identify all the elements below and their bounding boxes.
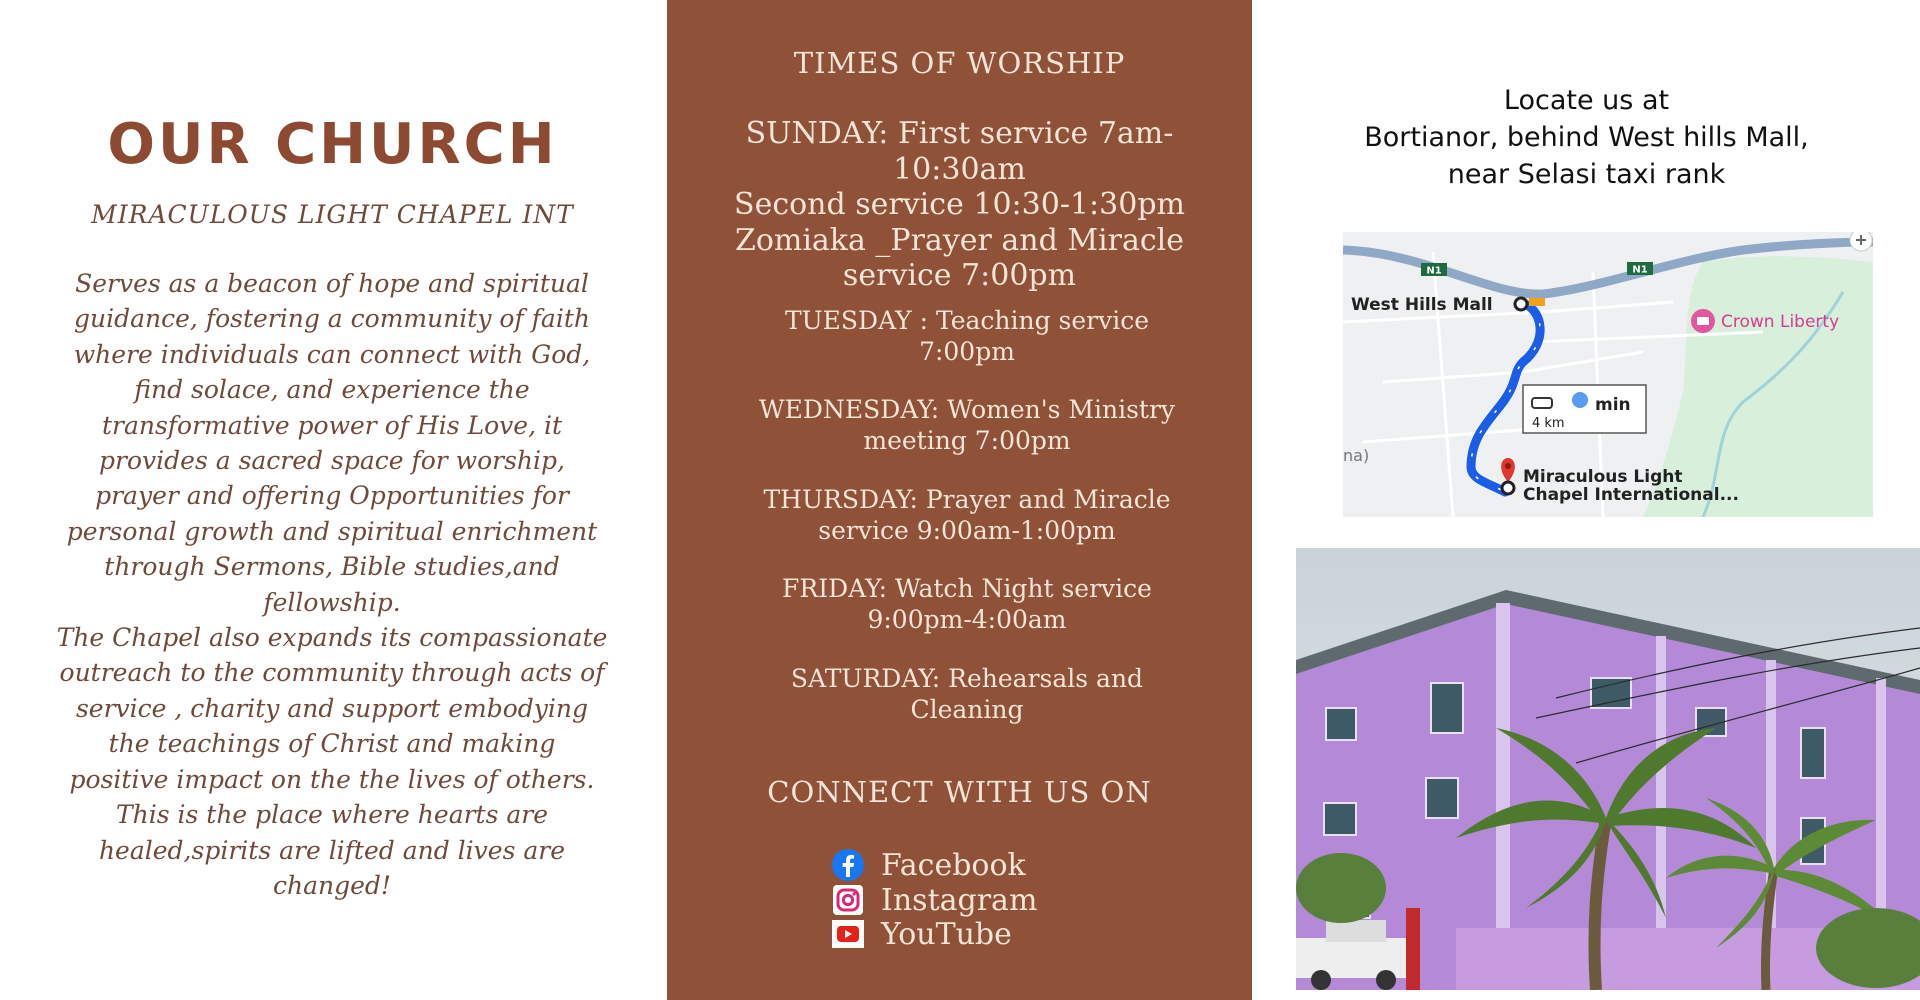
worship-heading: TIMES OF WORSHIP [793, 46, 1126, 80]
worship-panel [667, 0, 1252, 1000]
location-section [1253, 0, 1920, 1000]
facebook-icon [830, 848, 866, 882]
youtube-label: YouTube [881, 916, 1012, 952]
destination-label-1: Miraculous Light [1523, 467, 1683, 487]
instagram-label: Instagram [881, 882, 1038, 918]
road-label-2: N1 [1632, 264, 1648, 276]
instagram-icon [830, 883, 866, 917]
map-zoom-button [1850, 232, 1872, 251]
youtube-icon [830, 917, 866, 951]
facebook-link[interactable] [830, 848, 1026, 882]
wednesday-schedule: WEDNESDAY: Women's Ministry meeting 7:00pm [758, 395, 1176, 455]
location-map[interactable] [1343, 232, 1873, 517]
church-building-photo [1296, 548, 1920, 990]
map-edge-label: na) [1343, 446, 1370, 465]
thursday-schedule: THURSDAY: Prayer and Miracle service 9:00am-1:00pm [763, 485, 1171, 545]
start-label: West Hills Mall [1351, 295, 1493, 315]
route-info-box [1523, 385, 1646, 433]
connect-heading: CONNECT WITH US ON [767, 775, 1152, 809]
saturday-schedule: SATURDAY: Rehearsals and Cleaning [790, 664, 1144, 724]
road-label-1: N1 [1426, 265, 1442, 277]
church-description: Serves as a beacon of hope and spiritual guidance, fostering a community of faith where individuals can connect with God, find solace, and experience the transformative power of His Love, it provides a sacred space for worship, prayer and offering Opportunities for personal growth and spiritual enrichment through Sermons, Bible studies,and fellowship. The Chapel also expands its compassionate outreach to the community through acts of service , charity and support embodying the teachings of Christ and making positive impact on the the lives of others. This is the place where hearts are healed,spirits are lifted and lives are changed! [56, 269, 608, 900]
facebook-label: Facebook [881, 847, 1026, 883]
youtube-link[interactable] [830, 917, 1012, 951]
road-shield-2 [1627, 262, 1653, 276]
poi-label: Crown Liberty [1721, 312, 1840, 332]
start-marker [1515, 298, 1527, 310]
church-name: MIRACULOUS LIGHT CHAPEL INT [91, 200, 574, 229]
route-distance: 4 km [1532, 416, 1565, 431]
friday-schedule: FRIDAY: Watch Night service 9:00pm-4:00am [782, 574, 1152, 634]
tuesday-schedule: TUESDAY : Teaching service 7:00pm [784, 306, 1150, 366]
route-time: min [1595, 395, 1631, 415]
sunday-schedule: SUNDAY: First service 7am- 10:30am Second service 10:30-1:30pm Zomiaka _Prayer and Miracle service 7:00pm [734, 116, 1185, 293]
about-section [0, 0, 665, 1000]
instagram-link[interactable] [830, 883, 1037, 917]
location-text: Locate us at Bortianor, behind West hills Mall, near Selasi taxi rank [1364, 85, 1809, 190]
red-post [1406, 908, 1420, 990]
road-shield-1 [1421, 263, 1447, 277]
destination-label-2: Chapel International... [1523, 485, 1739, 505]
page-title: OUR CHURCH [107, 112, 558, 177]
